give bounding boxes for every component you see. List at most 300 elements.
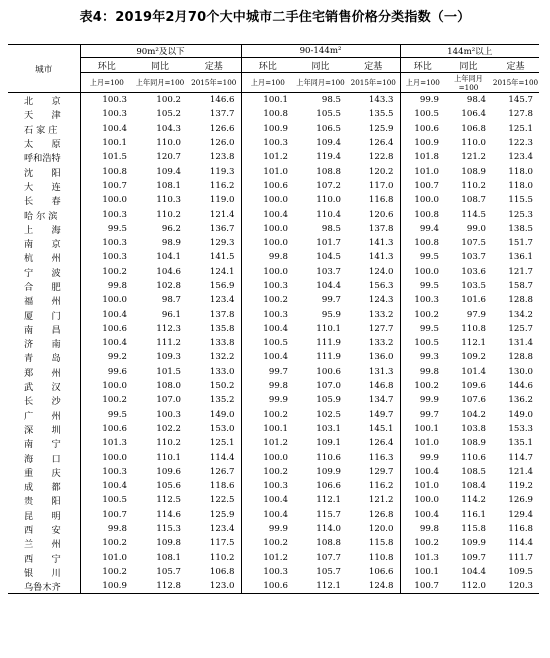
index-value: 100.2 bbox=[156, 95, 181, 106]
index-value: 100.3 bbox=[102, 466, 127, 477]
table-body bbox=[8, 93, 539, 594]
index-value: 123.8 bbox=[187, 150, 241, 164]
index-value: 107.2 bbox=[316, 180, 341, 191]
index-value: 110.8 bbox=[347, 551, 400, 565]
index-value: 112.5 bbox=[156, 495, 181, 506]
index-value: 107.6 bbox=[461, 395, 486, 406]
index-value: 101.0 bbox=[414, 438, 439, 449]
index-value: 100.2 bbox=[263, 538, 288, 549]
index-value: 115.3 bbox=[156, 524, 181, 535]
index-value: 102.8 bbox=[156, 281, 181, 291]
index-value: 96.1 bbox=[161, 309, 181, 320]
index-value: 112.1 bbox=[294, 579, 347, 594]
index-value: 100.0 bbox=[414, 266, 439, 277]
index-value: 100.3 bbox=[263, 566, 288, 577]
group-header-small: 90m²及以下 bbox=[80, 45, 241, 58]
index-value: 106.6 bbox=[347, 565, 400, 579]
group-header-large: 144m²以上 bbox=[400, 45, 539, 58]
index-value: 101.3 bbox=[414, 552, 439, 563]
index-value: 146.8 bbox=[347, 379, 400, 393]
index-value: 114.2 bbox=[461, 495, 486, 506]
index-value: 109.1 bbox=[316, 438, 341, 449]
index-value: 107.7 bbox=[316, 552, 341, 563]
subcol-fixed-base-header: 定基 bbox=[347, 58, 400, 73]
table-row bbox=[8, 222, 539, 236]
index-value: 112.3 bbox=[156, 323, 181, 334]
index-value: 107.0 bbox=[316, 381, 341, 392]
index-value: 104.4 bbox=[316, 281, 341, 291]
index-value: 100.0 bbox=[102, 295, 127, 306]
city-name: 南 宁 bbox=[8, 436, 80, 450]
base-yoy-label: 上年同月=100 bbox=[445, 73, 492, 93]
index-value: 137.7 bbox=[187, 107, 241, 121]
index-value: 101.0 bbox=[263, 166, 288, 177]
index-value: 150.2 bbox=[187, 379, 241, 393]
index-value: 99.6 bbox=[107, 366, 127, 377]
table-row bbox=[8, 293, 539, 307]
table-row bbox=[8, 408, 539, 422]
city-name: 合 肥 bbox=[8, 279, 80, 293]
city-header: 城市 bbox=[8, 45, 80, 93]
table-row bbox=[8, 365, 539, 379]
index-value: 135.5 bbox=[347, 107, 400, 121]
table-row bbox=[8, 107, 539, 121]
index-value: 123.4 bbox=[187, 293, 241, 307]
city-name: 济 南 bbox=[8, 336, 80, 350]
index-value: 120.0 bbox=[347, 522, 400, 536]
index-value: 117.5 bbox=[187, 536, 241, 550]
city-name: 贵 阳 bbox=[8, 493, 80, 507]
index-value: 104.2 bbox=[461, 409, 486, 420]
index-value: 108.8 bbox=[316, 538, 341, 549]
index-value: 106.6 bbox=[316, 481, 341, 492]
table-row bbox=[8, 565, 539, 579]
index-value: 100.3 bbox=[102, 252, 127, 263]
index-value: 99.0 bbox=[466, 223, 486, 234]
index-value: 100.5 bbox=[102, 495, 127, 506]
index-value: 100.1 bbox=[414, 566, 439, 577]
index-value: 98.5 bbox=[321, 223, 341, 234]
index-value: 100.6 bbox=[241, 579, 294, 594]
index-value: 115.5 bbox=[508, 195, 534, 206]
index-value: 100.4 bbox=[263, 323, 288, 334]
index-value: 110.6 bbox=[316, 452, 341, 463]
city-name: 哈 尔 滨 bbox=[8, 207, 80, 221]
index-value: 98.7 bbox=[161, 295, 181, 306]
index-value: 112.1 bbox=[461, 338, 486, 349]
index-value: 99.5 bbox=[107, 223, 127, 234]
index-value: 110.2 bbox=[156, 209, 181, 220]
city-name: 长 沙 bbox=[8, 393, 80, 407]
index-value: 108.8 bbox=[316, 166, 341, 177]
index-value: 100.4 bbox=[263, 495, 288, 506]
index-value: 126.4 bbox=[347, 436, 400, 450]
index-value: 121.2 bbox=[461, 152, 486, 163]
index-value: 138.5 bbox=[508, 223, 534, 234]
index-value: 119.0 bbox=[187, 193, 241, 207]
index-value: 118.6 bbox=[187, 479, 241, 493]
index-value: 100.3 bbox=[414, 295, 439, 306]
index-value: 149.0 bbox=[508, 409, 534, 420]
index-value: 131.3 bbox=[347, 365, 400, 379]
table-row bbox=[8, 508, 539, 522]
table-row bbox=[8, 179, 539, 193]
index-value: 108.4 bbox=[461, 481, 486, 492]
index-value: 103.6 bbox=[461, 266, 486, 277]
index-value: 99.5 bbox=[419, 323, 439, 334]
index-value: 109.2 bbox=[461, 352, 486, 363]
table-row bbox=[8, 136, 539, 150]
index-value: 101.8 bbox=[414, 152, 439, 163]
city-name: 杭 州 bbox=[8, 250, 80, 264]
city-name: 天 津 bbox=[8, 107, 80, 121]
table-row bbox=[8, 436, 539, 450]
index-value: 133.2 bbox=[347, 336, 400, 350]
index-value: 120.3 bbox=[492, 579, 539, 594]
index-value: 110.2 bbox=[461, 180, 486, 191]
index-value: 99.5 bbox=[419, 281, 439, 291]
index-value: 129.3 bbox=[187, 236, 241, 250]
index-value: 114.4 bbox=[508, 538, 534, 549]
index-value: 100.2 bbox=[102, 566, 127, 577]
index-value: 106.5 bbox=[316, 123, 341, 134]
city-name: 大 连 bbox=[8, 179, 80, 193]
index-value: 112.8 bbox=[133, 579, 187, 594]
index-value: 100.5 bbox=[263, 338, 288, 349]
index-value: 102.2 bbox=[156, 423, 181, 434]
city-name: 福 州 bbox=[8, 293, 80, 307]
index-value: 131.4 bbox=[508, 338, 534, 349]
index-value: 100.4 bbox=[263, 352, 288, 363]
index-value: 143.3 bbox=[347, 93, 400, 108]
index-value: 109.3 bbox=[156, 352, 181, 363]
table-row bbox=[8, 236, 539, 250]
index-value: 141.5 bbox=[187, 250, 241, 264]
index-value: 100.7 bbox=[400, 579, 445, 594]
index-value: 110.1 bbox=[156, 452, 181, 463]
index-value: 101.2 bbox=[263, 438, 288, 449]
index-value: 116.8 bbox=[347, 193, 400, 207]
index-value: 114.4 bbox=[187, 450, 241, 464]
index-value: 108.9 bbox=[461, 166, 486, 177]
index-value: 124.1 bbox=[187, 265, 241, 279]
index-value: 135.1 bbox=[508, 438, 534, 449]
index-value: 135.8 bbox=[187, 322, 241, 336]
table-row bbox=[8, 150, 539, 164]
index-value: 114.7 bbox=[508, 452, 534, 463]
index-value: 101.2 bbox=[263, 152, 288, 163]
table-row bbox=[8, 307, 539, 321]
base-fixed-base-label: 2015年=100 bbox=[492, 73, 539, 93]
index-value: 100.3 bbox=[102, 238, 127, 249]
index-value: 100.5 bbox=[414, 109, 439, 120]
index-value: 101.7 bbox=[316, 238, 341, 249]
index-value: 100.4 bbox=[102, 123, 127, 134]
index-value: 133.0 bbox=[187, 365, 241, 379]
index-value: 100.8 bbox=[102, 166, 127, 177]
table-row bbox=[8, 493, 539, 507]
index-value: 98.9 bbox=[161, 238, 181, 249]
index-value: 100.4 bbox=[102, 338, 127, 349]
index-value: 104.3 bbox=[156, 123, 181, 134]
index-value: 129.7 bbox=[347, 465, 400, 479]
index-value: 99.8 bbox=[419, 366, 439, 377]
index-value: 100.4 bbox=[263, 509, 288, 520]
index-value: 100.2 bbox=[102, 395, 127, 406]
index-value: 116.8 bbox=[508, 524, 534, 535]
index-value: 100.3 bbox=[263, 281, 288, 291]
index-value: 132.2 bbox=[187, 350, 241, 364]
index-value: 100.0 bbox=[263, 223, 288, 234]
index-value: 137.8 bbox=[347, 222, 400, 236]
city-name: 兰 州 bbox=[8, 536, 80, 550]
index-value: 103.1 bbox=[316, 423, 341, 434]
index-value: 129.4 bbox=[508, 509, 534, 520]
index-value: 100.6 bbox=[316, 366, 341, 377]
index-value: 110.2 bbox=[156, 438, 181, 449]
index-value: 123.4 bbox=[187, 522, 241, 536]
index-value: 125.1 bbox=[508, 123, 534, 134]
index-value: 99.9 bbox=[268, 524, 288, 535]
city-name: 海 口 bbox=[8, 450, 80, 464]
index-value: 100.4 bbox=[102, 309, 127, 320]
index-value: 108.9 bbox=[461, 438, 486, 449]
index-value: 110.6 bbox=[461, 452, 486, 463]
index-value: 100.4 bbox=[414, 466, 439, 477]
index-value: 100.3 bbox=[263, 481, 288, 492]
index-value: 100.6 bbox=[102, 423, 127, 434]
index-value: 100.9 bbox=[263, 123, 288, 134]
index-value: 110.4 bbox=[316, 209, 341, 220]
index-value: 101.0 bbox=[414, 166, 439, 177]
index-value: 127.7 bbox=[347, 322, 400, 336]
index-value: 116.1 bbox=[461, 509, 486, 520]
index-value: 100.5 bbox=[414, 338, 439, 349]
index-value: 111.7 bbox=[508, 552, 534, 563]
subcol-mom-header: 环比 bbox=[80, 58, 133, 73]
index-value: 100.3 bbox=[263, 138, 288, 149]
index-value: 112.1 bbox=[316, 495, 341, 506]
index-value: 100.3 bbox=[263, 309, 288, 320]
city-name: 银 川 bbox=[8, 565, 80, 579]
base-mom-label: 上月=100 bbox=[80, 73, 133, 93]
index-value: 100.6 bbox=[102, 323, 127, 334]
index-value: 109.9 bbox=[316, 466, 341, 477]
index-value: 120.2 bbox=[347, 164, 400, 178]
base-mom-label: 上月=100 bbox=[400, 73, 445, 93]
table-row bbox=[8, 265, 539, 279]
index-value: 119.3 bbox=[187, 164, 241, 178]
index-value: 130.0 bbox=[508, 366, 534, 377]
index-value: 110.8 bbox=[461, 323, 486, 334]
index-value: 100.2 bbox=[263, 466, 288, 477]
index-value: 107.0 bbox=[156, 395, 181, 406]
table-row bbox=[8, 522, 539, 536]
city-name: 北 京 bbox=[8, 93, 80, 108]
city-name: 呼和浩特 bbox=[8, 150, 80, 164]
index-value: 128.8 bbox=[508, 352, 534, 363]
index-value: 101.2 bbox=[263, 552, 288, 563]
index-value: 100.0 bbox=[414, 195, 439, 206]
index-value: 122.3 bbox=[508, 138, 534, 149]
index-value: 124.3 bbox=[347, 293, 400, 307]
index-value: 100.8 bbox=[263, 109, 288, 120]
table-row bbox=[8, 322, 539, 336]
index-value: 100.1 bbox=[263, 423, 288, 434]
index-value: 105.5 bbox=[316, 109, 341, 120]
index-value: 100.8 bbox=[414, 238, 439, 249]
index-value: 124.8 bbox=[347, 579, 400, 594]
index-value: 126.0 bbox=[187, 136, 241, 150]
index-value: 100.0 bbox=[102, 195, 127, 206]
table-row bbox=[8, 250, 539, 264]
index-value: 99.8 bbox=[419, 524, 439, 535]
index-value: 119.4 bbox=[316, 152, 341, 163]
index-value: 101.4 bbox=[461, 366, 486, 377]
index-value: 153.0 bbox=[187, 422, 241, 436]
index-value: 126.4 bbox=[347, 136, 400, 150]
city-name: 重 庆 bbox=[8, 465, 80, 479]
subcol-mom-header: 环比 bbox=[241, 58, 294, 73]
index-value: 100.7 bbox=[414, 180, 439, 191]
index-value: 110.0 bbox=[156, 138, 181, 149]
index-value: 99.4 bbox=[419, 223, 439, 234]
index-value: 106.4 bbox=[461, 109, 486, 120]
index-value: 125.1 bbox=[187, 436, 241, 450]
index-value: 100.0 bbox=[102, 381, 127, 392]
price-index-table bbox=[8, 44, 539, 594]
index-value: 101.0 bbox=[102, 552, 127, 563]
index-value: 134.2 bbox=[508, 309, 534, 320]
index-value: 121.7 bbox=[508, 266, 534, 277]
index-value: 100.4 bbox=[102, 481, 127, 492]
index-value: 98.5 bbox=[321, 95, 341, 106]
index-value: 100.2 bbox=[414, 309, 439, 320]
index-value: 136.2 bbox=[508, 395, 534, 406]
index-value: 125.3 bbox=[508, 209, 534, 220]
index-value: 111.9 bbox=[316, 352, 341, 363]
index-value: 102.5 bbox=[316, 409, 341, 420]
index-value: 101.6 bbox=[461, 295, 486, 306]
index-value: 100.0 bbox=[263, 452, 288, 463]
base-yoy-label: 上年同月=100 bbox=[133, 73, 187, 93]
index-value: 100.1 bbox=[102, 138, 127, 149]
city-name: 乌鲁木齐 bbox=[8, 579, 80, 594]
city-name: 南 昌 bbox=[8, 322, 80, 336]
city-name: 上 海 bbox=[8, 222, 80, 236]
index-value: 96.2 bbox=[161, 223, 181, 234]
index-value: 105.7 bbox=[156, 566, 181, 577]
city-name: 郑 州 bbox=[8, 365, 80, 379]
table-row bbox=[8, 93, 539, 108]
index-value: 100.2 bbox=[414, 381, 439, 392]
base-fixed-base-label: 2015年=100 bbox=[347, 73, 400, 93]
index-value: 133.8 bbox=[187, 336, 241, 350]
index-value: 99.8 bbox=[107, 524, 127, 535]
index-value: 110.1 bbox=[316, 323, 341, 334]
index-value: 126.6 bbox=[187, 122, 241, 136]
index-value: 105.6 bbox=[156, 481, 181, 492]
index-value: 116.2 bbox=[347, 479, 400, 493]
subcol-mom-header: 环比 bbox=[400, 58, 445, 73]
index-value: 123.4 bbox=[508, 152, 534, 163]
table-row bbox=[8, 579, 539, 594]
index-value: 107.5 bbox=[461, 238, 486, 249]
index-value: 114.6 bbox=[156, 509, 181, 520]
index-value: 100.2 bbox=[263, 295, 288, 306]
index-value: 134.7 bbox=[347, 393, 400, 407]
index-value: 109.7 bbox=[461, 552, 486, 563]
index-value: 106.8 bbox=[187, 565, 241, 579]
index-value: 101.5 bbox=[156, 366, 181, 377]
city-name: 昆 明 bbox=[8, 508, 80, 522]
index-value: 99.9 bbox=[268, 395, 288, 406]
index-value: 100.3 bbox=[156, 409, 181, 420]
table-row bbox=[8, 279, 539, 293]
index-value: 99.8 bbox=[107, 281, 127, 291]
index-value: 120.6 bbox=[347, 207, 400, 221]
index-value: 95.9 bbox=[321, 309, 341, 320]
table-row bbox=[8, 350, 539, 364]
index-value: 104.4 bbox=[461, 566, 486, 577]
index-value: 126.9 bbox=[508, 495, 534, 506]
table-row bbox=[8, 422, 539, 436]
index-value: 103.7 bbox=[461, 252, 486, 263]
subcol-yoy-header: 同比 bbox=[294, 58, 347, 73]
index-value: 114.0 bbox=[316, 524, 341, 535]
index-value: 100.0 bbox=[414, 495, 439, 506]
index-value: 109.5 bbox=[508, 566, 534, 577]
index-value: 122.5 bbox=[187, 493, 241, 507]
index-value: 118.0 bbox=[508, 180, 534, 191]
index-value: 109.6 bbox=[156, 466, 181, 477]
index-value: 99.3 bbox=[419, 352, 439, 363]
index-value: 144.6 bbox=[508, 381, 534, 392]
base-mom-label: 上月=100 bbox=[241, 73, 294, 93]
index-value: 100.2 bbox=[102, 538, 127, 549]
index-value: 109.4 bbox=[316, 138, 341, 149]
header-row-bases bbox=[8, 73, 539, 93]
index-value: 100.3 bbox=[102, 109, 127, 120]
index-value: 109.8 bbox=[156, 538, 181, 549]
index-value: 106.8 bbox=[461, 123, 486, 134]
index-value: 104.1 bbox=[156, 252, 181, 263]
index-value: 105.2 bbox=[156, 109, 181, 120]
index-value: 115.8 bbox=[461, 524, 486, 535]
city-name: 西 安 bbox=[8, 522, 80, 536]
index-value: 110.0 bbox=[461, 138, 486, 149]
index-value: 121.4 bbox=[187, 207, 241, 221]
index-value: 100.7 bbox=[102, 180, 127, 191]
index-value: 100.0 bbox=[263, 195, 288, 206]
index-value: 121.2 bbox=[347, 493, 400, 507]
city-name: 武 汉 bbox=[8, 379, 80, 393]
city-name: 厦 门 bbox=[8, 307, 80, 321]
index-value: 114.5 bbox=[461, 209, 486, 220]
index-value: 136.7 bbox=[187, 222, 241, 236]
index-value: 100.9 bbox=[80, 579, 133, 594]
index-value: 99.9 bbox=[419, 395, 439, 406]
index-value: 153.3 bbox=[508, 423, 534, 434]
index-value: 149.0 bbox=[187, 408, 241, 422]
index-value: 141.3 bbox=[347, 236, 400, 250]
index-value: 125.9 bbox=[187, 508, 241, 522]
index-value: 111.2 bbox=[156, 338, 181, 349]
index-value: 123.0 bbox=[187, 579, 241, 594]
index-value: 145.7 bbox=[508, 95, 534, 106]
city-name: 沈 阳 bbox=[8, 164, 80, 178]
index-value: 116.2 bbox=[187, 179, 241, 193]
